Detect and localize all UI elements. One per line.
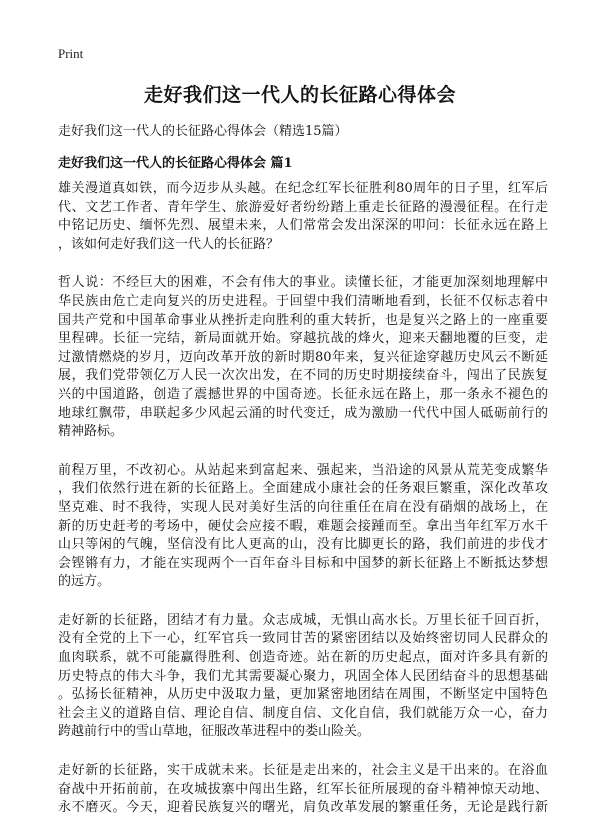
text-line: ，该如何走好我们这一代人的长征路？ bbox=[58, 236, 280, 252]
text-line: 国共产党和中国革命事业从挫折走向胜利的重大转折，也是复兴之路上的一座重要 bbox=[58, 312, 548, 328]
text-line: 永不磨灭。今天，迎着民族复兴的曙光，肩负改革发展的繁重任务，无论是践行新 bbox=[58, 800, 548, 816]
text-line: 前程万里，不改初心。从站起来到富起来、强起来，当沿途的风景从荒芜变成繁华 bbox=[58, 462, 548, 478]
text-line: 里程碑。长征一完结，新局面就开始。穿越抗战的烽火，迎来天翻地覆的巨变，走 bbox=[58, 331, 548, 347]
text-line: 社会主义的道路自信、理论自信、制度自信、文化自信，我们就能万众一心，奋力 bbox=[58, 705, 548, 721]
document-subtitle: 走好我们这一代人的长征路心得体会（精选15篇） bbox=[58, 124, 348, 139]
text-line: 坚克难、时不我待，实现人民对美好生活的向往重任在肩在没有硝烟的战场上，在 bbox=[58, 499, 548, 515]
text-line: 代、文艺工作者、青年学生、旅游爱好者纷纷踏上重走长征路的漫漫征程。在行走 bbox=[58, 199, 548, 215]
paragraph-2 bbox=[58, 274, 548, 441]
text-line: 华民族由危亡走向复兴的历史进程。于回望中我们清晰地看到，长征不仅标志着中 bbox=[58, 293, 548, 309]
text-line: 过激情燃烧的岁月，迈向改革开放的新时期80年来，复兴征途穿越历史风云不断延 bbox=[58, 349, 548, 365]
paragraph-5 bbox=[58, 762, 548, 818]
text-line: 会铿锵有力，才能在实现两个一百年奋斗目标和中国梦的新长征路上不断抵达梦想 bbox=[58, 555, 548, 571]
print-link[interactable]: Print bbox=[58, 46, 84, 61]
text-line: 山只等闲的气魄，坚信没有比人更高的山，没有比脚更长的路，我们前进的步伐才 bbox=[58, 537, 548, 553]
page-title: 走好我们这一代人的长征路心得体会 bbox=[143, 84, 456, 106]
paragraph-1 bbox=[58, 180, 548, 254]
text-line: 中铭记历史、缅怀先烈、展望未来，人们常常会发出深深的叩问：长征永远在路上 bbox=[58, 218, 548, 234]
text-line: 新的历史赶考的考场中，硬仗会应接不暇，难题会接踵而至。拿出当年红军万水千 bbox=[58, 518, 548, 534]
text-line: 展，我们党带领亿万人民一次次出发，在不同的历史时期接续奋斗，闯出了民族复 bbox=[58, 368, 548, 384]
text-line: 血肉联系，就不可能赢得胜利、创造奇迹。站在新的历史起点，面对许多具有新的 bbox=[58, 650, 548, 666]
text-line: 哲人说：不经巨大的困难，不会有伟大的事业。读懂长征，才能更加深刻地理解中 bbox=[58, 275, 548, 291]
text-line: 没有全党的上下一心，红军官兵一致同甘苦的紧密团结以及始终密切同人民群众的 bbox=[58, 631, 548, 647]
text-line: 兴的中国道路，创造了震撼世界的中国奇迹。长征永远在路上，那一条永不褪色的 bbox=[58, 386, 548, 402]
paragraph-4 bbox=[58, 612, 548, 742]
text-line: 地球红飘带，串联起多少风起云涌的时代变迁，成为激励一代代中国人砥砺前行的 bbox=[58, 405, 548, 421]
text-line: 奋战中开拓前前，在攻城拔寨中闯出生路，红军长征所展现的奋斗精神惊天动地、 bbox=[58, 781, 548, 797]
text-line: 跨越前行中的雪山草地，征服改革进程中的娄山险关。 bbox=[58, 724, 371, 740]
text-line: 雄关漫道真如铁，而今迈步从头越。在纪念红军长征胜利80周年的日子里，红军后 bbox=[58, 181, 548, 196]
text-line: 。弘扬长征精神，从历史中汲取力量，更加紧密地团结在周围，不断坚定中国特色 bbox=[58, 687, 548, 703]
article-body bbox=[58, 180, 548, 838]
text-line: 走好新的长征路，实干成就未来。长征是走出来的，社会主义是干出来的。在浴血 bbox=[58, 763, 548, 779]
section-heading: 走好我们这一代人的长征路心得体会 篇1 bbox=[58, 156, 293, 171]
paragraph-3 bbox=[58, 462, 548, 592]
text-line: 走好新的长征路，团结才有力量。众志成城，无惧山高水长。万里长征千回百折， bbox=[58, 612, 548, 628]
text-line: 的远方。 bbox=[58, 574, 111, 590]
text-line: ，我们依然行进在新的长征路上。全面建成小康社会的任务艰巨繁重，深化改革攻 bbox=[58, 481, 548, 497]
text-line: 精神路标。 bbox=[58, 424, 124, 440]
text-line: 历史特点的伟大斗争，我们尤其需要凝心聚力，巩固全体人民团结奋斗的思想基础 bbox=[58, 668, 548, 684]
